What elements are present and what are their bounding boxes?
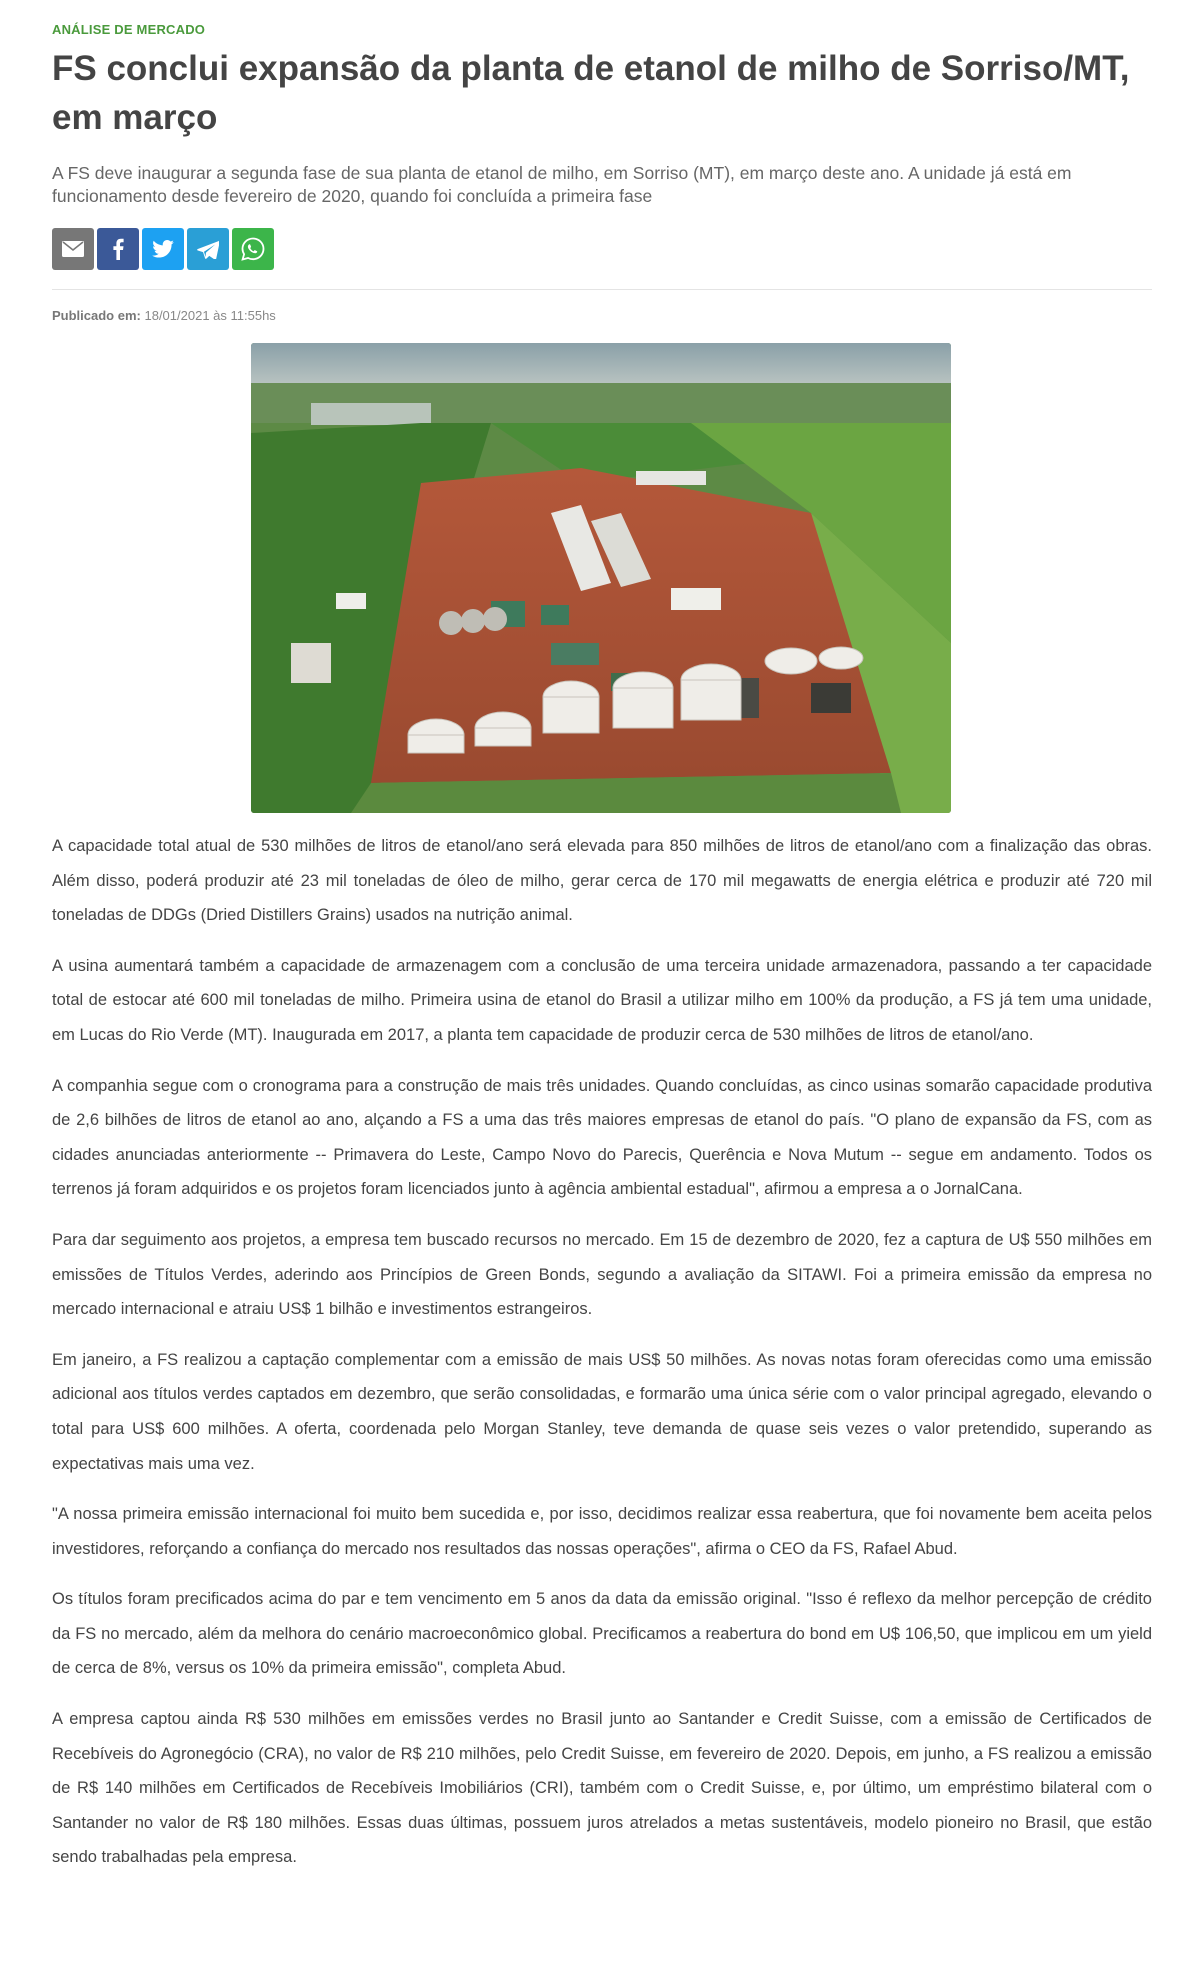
share-bar [52,228,274,270]
body-paragraph: A companhia segue com o cronograma para a construção de mais três unidades. Quando concluídas, as cinco usinas somarão capacidade produtiva de 2,6 bilhões de litros de etanol ao ano, alçando a FS a uma das três maiores empresas de etanol do país. "O plano de expansão da FS, com as cidades anunciadas anteriormente -- Primavera do Leste, Campo Novo do Parecis, Querência e Nova Mutum -- segue em andamento. Todos os terrenos já foram adquiridos e os projetos foram licenciados junto à agência ambiental estadual", afirmou a empresa a o JornalCana. [52,1076,1152,1199]
body-paragraph: Os títulos foram precificados acima do par e tem vencimento em 5 anos da data da emissão original. "Isso é reflexo da melhor percepção de crédito da FS no mercado, além da melhora do cenário macroeconômico global. Precificamos a reabertura do bond em U$ 106,50, que implicou em um yield de cerca de 8%, versus os 10% da primeira emissão", completa Abud. [52,1590,1152,1678]
article-photo [251,343,951,813]
page-title: FS conclui expansão da planta de etanol de milho de Sorriso/MT, em março [52,49,1130,137]
twitter-icon [152,240,174,258]
share-twitter-button[interactable] [142,228,184,270]
share-telegram-button[interactable] [187,228,229,270]
published-label: Publicado em: [52,308,141,323]
article-body [52,829,1152,1891]
share-whatsapp-button[interactable] [232,228,274,270]
share-facebook-button[interactable] [97,228,139,270]
body-paragraph: A empresa captou ainda R$ 530 milhões em emissões verdes no Brasil junto ao Santander e Credit Suisse, com a emissão de Certificados de Recebíveis do Agronegócio (CRA), no valor de R$ 210 milhões, pelo Credit Suisse, em fevereiro de 2020. Depois, em junho, a FS realizou a emissão de R$ 140 milhões em Certificados de Recebíveis Imobiliários (CRI), também com o Credit Suisse, e, por último, um empréstimo bilateral com o Santander no valor de R$ 180 milhões. Essas duas últimas, possuem juros atrelados a metas sustentáveis, modelo pioneiro no Brasil, que estão sendo trabalhadas pela empresa. [52,1710,1152,1867]
body-paragraph: Para dar seguimento aos projetos, a empresa tem buscado recursos no mercado. Em 15 de dezembro de 2020, fez a captura de U$ 550 milhões em emissões de Títulos Verdes, aderindo aos Princípios de Green Bonds, segundo a avaliação da SITAWI. Foi a primeira emissão da empresa no mercado internacional e atraiu US$ 1 bilhão e investimentos estrangeiros. [52,1230,1152,1319]
published-date [52,308,276,323]
body-paragraph: Em janeiro, a FS realizou a captação complementar com a emissão de mais US$ 50 milhões. As novas notas foram oferecidas como uma emissão adicional aos títulos verdes captados em dezembro, que serão consolidadas, e formarão uma única série com o valor principal agregado, elevando o total para US$ 600 milhões. A oferta, coordenada pelo Morgan Stanley, teve demanda de quase seis vezes o valor pretendido, superando as expectativas mais uma vez. [52,1350,1152,1473]
category-label[interactable]: ANÁLISE DE MERCADO [52,22,206,37]
facebook-icon [112,238,124,260]
whatsapp-icon [241,237,265,261]
email-icon [62,241,84,257]
body-paragraph: "A nossa primeira emissão internacional foi muito bem sucedida e, por isso, decidimos realizar essa reabertura, que foi novamente bem aceita pelos investidores, reforçando a confiança do mercado nos resultados das nossas operações", afirma o CEO da FS, Rafael Abud. [52,1505,1152,1558]
telegram-icon [197,240,219,259]
body-paragraph: A usina aumentará também a capacidade de armazenagem com a conclusão de uma terceira unidade armazenadora, passando a ter capacidade total de estocar até 600 mil toneladas de milho. Primeira usina de etanol do Brasil a utilizar milho em 100% da produção, a FS já tem uma unidade, em Lucas do Rio Verde (MT). Inaugurada em 2017, a planta tem capacidade de produzir cerca de 530 milhões de litros de etanol/ano. [52,956,1152,1044]
share-email-button[interactable] [52,228,94,270]
article-subtitle: A FS deve inaugurar a segunda fase de sua planta de etanol de milho, em Sorriso (MT), em março deste ano. A unidade já está em funcionamento desde fevereiro de 2020, quando foi concluída a primeira fase [52,163,1072,206]
body-paragraph: A capacidade total atual de 530 milhões de litros de etanol/ano será elevada para 850 milhões de litros de etanol/ano com a finalização das obras. Além disso, poderá produzir até 23 mil toneladas de óleo de milho, gerar cerca de 170 mil megawatts de energia elétrica e produzir até 720 mil toneladas de DDGs (Dried Distillers Grains) usados na nutrição animal. [52,837,1152,925]
header-divider [52,289,1152,290]
published-value: 18/01/2021 às 11:55hs [144,308,276,323]
